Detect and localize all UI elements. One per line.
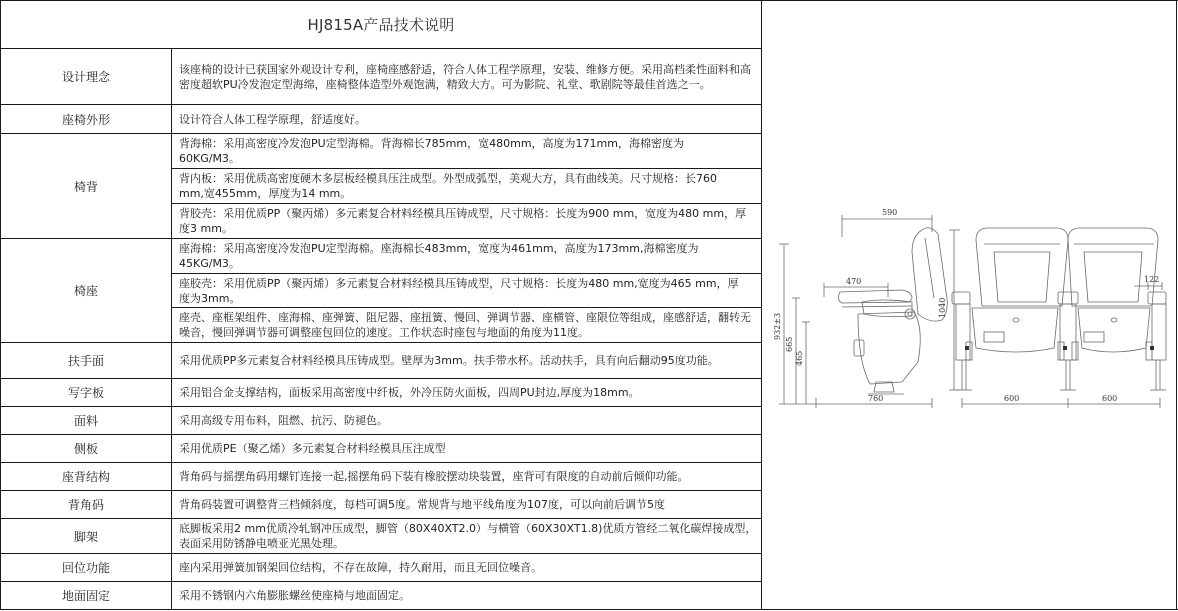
cell-back-inner: 背内板：采用优质高密度硬木多层板经模具压注成型。外型成弧型，美观大方，具有曲线美。尺寸规格：长760 mm,宽455mm，厚度为14 mm。 [179,172,717,200]
row-line [0,518,762,519]
subrow-line [171,273,762,274]
label-design: 设计理念 [61,70,110,84]
row-line [0,462,762,463]
cell-tablet: 采用铝合金支撑结构，面板采用高密度中纤板，外冷压防火面板，四周PU封边,厚度为18mm。 [179,386,640,399]
cell-design: 该座椅的设计已获国家外观设计专利，座椅座感舒适，符合人体工程学原理，安装、维修方便。采用高档柔性面料和高密度超软PU冷发泡定型海绵，座椅整体造型外观饱满，精致大方。可为影院、礼堂、歌剧院等最佳首选之一。 [179,62,751,91]
label-legs: 脚架 [73,529,98,544]
dim-label: 590 [882,208,898,217]
cell-seat-foam: 座海棉：采用高密度冷发泡PU定型海棉。座海棉长483mm，宽度为461mm，高度为173mm,海棉密度为45KG/M3。 [179,242,699,270]
label-sidepanel: 侧板 [73,442,98,456]
page-title: HJ815A产品技术说明 [307,16,455,34]
dim-label: 665 [785,336,794,352]
cell-structure: 背角码与摇摆角码用螺钉连接一起,摇摆角码下装有橡胶摆动块装置，座背可有限度的自动前后倾仰功能。 [179,470,689,483]
subrow-line [171,307,762,308]
row-line [0,238,762,239]
dim-label: 600 [1004,394,1020,403]
cell-armrest: 采用优质PP多元素复合材料经模具压铸成型。壁厚为3mm。扶手带水杯。活动扶手，具有向后翻动95度功能。 [179,354,719,367]
label-return: 回位功能 [61,561,110,575]
label-back: 椅背 [73,179,98,194]
dim-label: 122 [1144,275,1160,284]
cell-sidepanel: 采用优质PE（聚乙烯）多元素复合材料经模具压注成型 [179,442,446,455]
row-line [0,342,762,343]
label-fixing: 地面固定 [61,588,110,603]
chair-technical-drawing [762,2,1176,609]
row-line [0,581,762,582]
label-fabric: 面料 [73,414,98,428]
label-shape: 座椅外形 [61,112,110,127]
cell-legs: 底脚板采用2 mm优质冷轧钢冲压成型，脚管（80X40XT2.0）与横管（60X30XT1.8)优质方管经二氧化碳焊接成型，表面采用防锈静电喷亚光黑处理。 [179,522,757,550]
row-line [0,553,762,554]
border-top [0,0,1178,1]
subrow-line [171,203,762,204]
cell-fabric: 采用高级专用布料，阻燃、抗污、防褪色。 [179,414,388,427]
cell-return: 座内采用弹簧加钢架回位结构，不存在故障，持久耐用，而且无回位噪音。 [179,561,542,574]
subrow-line [171,168,762,169]
cell-seat-parts: 座壳、座框架组件、座海棉、座弹簧、阻尼器、座扭簧、慢回、弹调节器、座横管、座限位等组成，座感舒适，翻转无噪音，慢回弹调节器可调整座包回位的速度。工作状态时座包与地面的角度为11度。 [179,311,751,339]
dim-label: 932±3 [773,312,782,340]
dim-label: 600 [1102,394,1118,403]
dim-label: 470 [846,277,862,286]
row-line [0,133,762,134]
label-structure: 座背结构 [61,470,110,484]
cell-fixing: 采用不锈钢内六角膨胀螺丝使座椅与地面固定。 [179,588,410,602]
cell-shape: 设计符合人体工程学原理，舒适度好。 [179,112,366,126]
row-line [0,48,762,49]
border-right [1176,0,1177,610]
label-backcorner: 背角码 [67,498,104,512]
label-tablet: 写字板 [67,386,104,400]
cell-back-shell: 背胶壳：采用优质PP（聚丙烯）多元素复合材料经模具压铸成型，尺寸规格：长度为900 mm，宽度为480 mm，厚度3 mm。 [179,207,747,235]
cell-back-foam: 背海棉：采用高密度冷发泡PU定型海棉。背海棉长785mm，宽480mm，高度为171mm，海棉密度为60KG/M3。 [179,137,684,165]
row-line [0,378,762,379]
dim-label: 465 [795,350,804,366]
dim-label: 1040 [938,297,947,318]
cell-backcorner: 背角码装置可调整背三档倾斜度，每档可调5度。常规背与地平线角度为107度，可以向前后调节5度 [179,498,665,511]
row-line [0,490,762,491]
dim-label: 760 [868,394,884,403]
label-seat: 椅座 [73,284,98,298]
row-line [0,434,762,435]
label-armrest: 扶手面 [67,354,104,368]
row-line [0,104,762,105]
row-line [0,406,762,407]
cell-seat-shell: 座胶壳：采用优质PP（聚丙烯）多元素复合材料经模具压铸成型，尺寸规格：长度为480 mm,宽度为465 mm，厚度为3mm。 [179,276,739,305]
border-bottom [0,609,1178,610]
